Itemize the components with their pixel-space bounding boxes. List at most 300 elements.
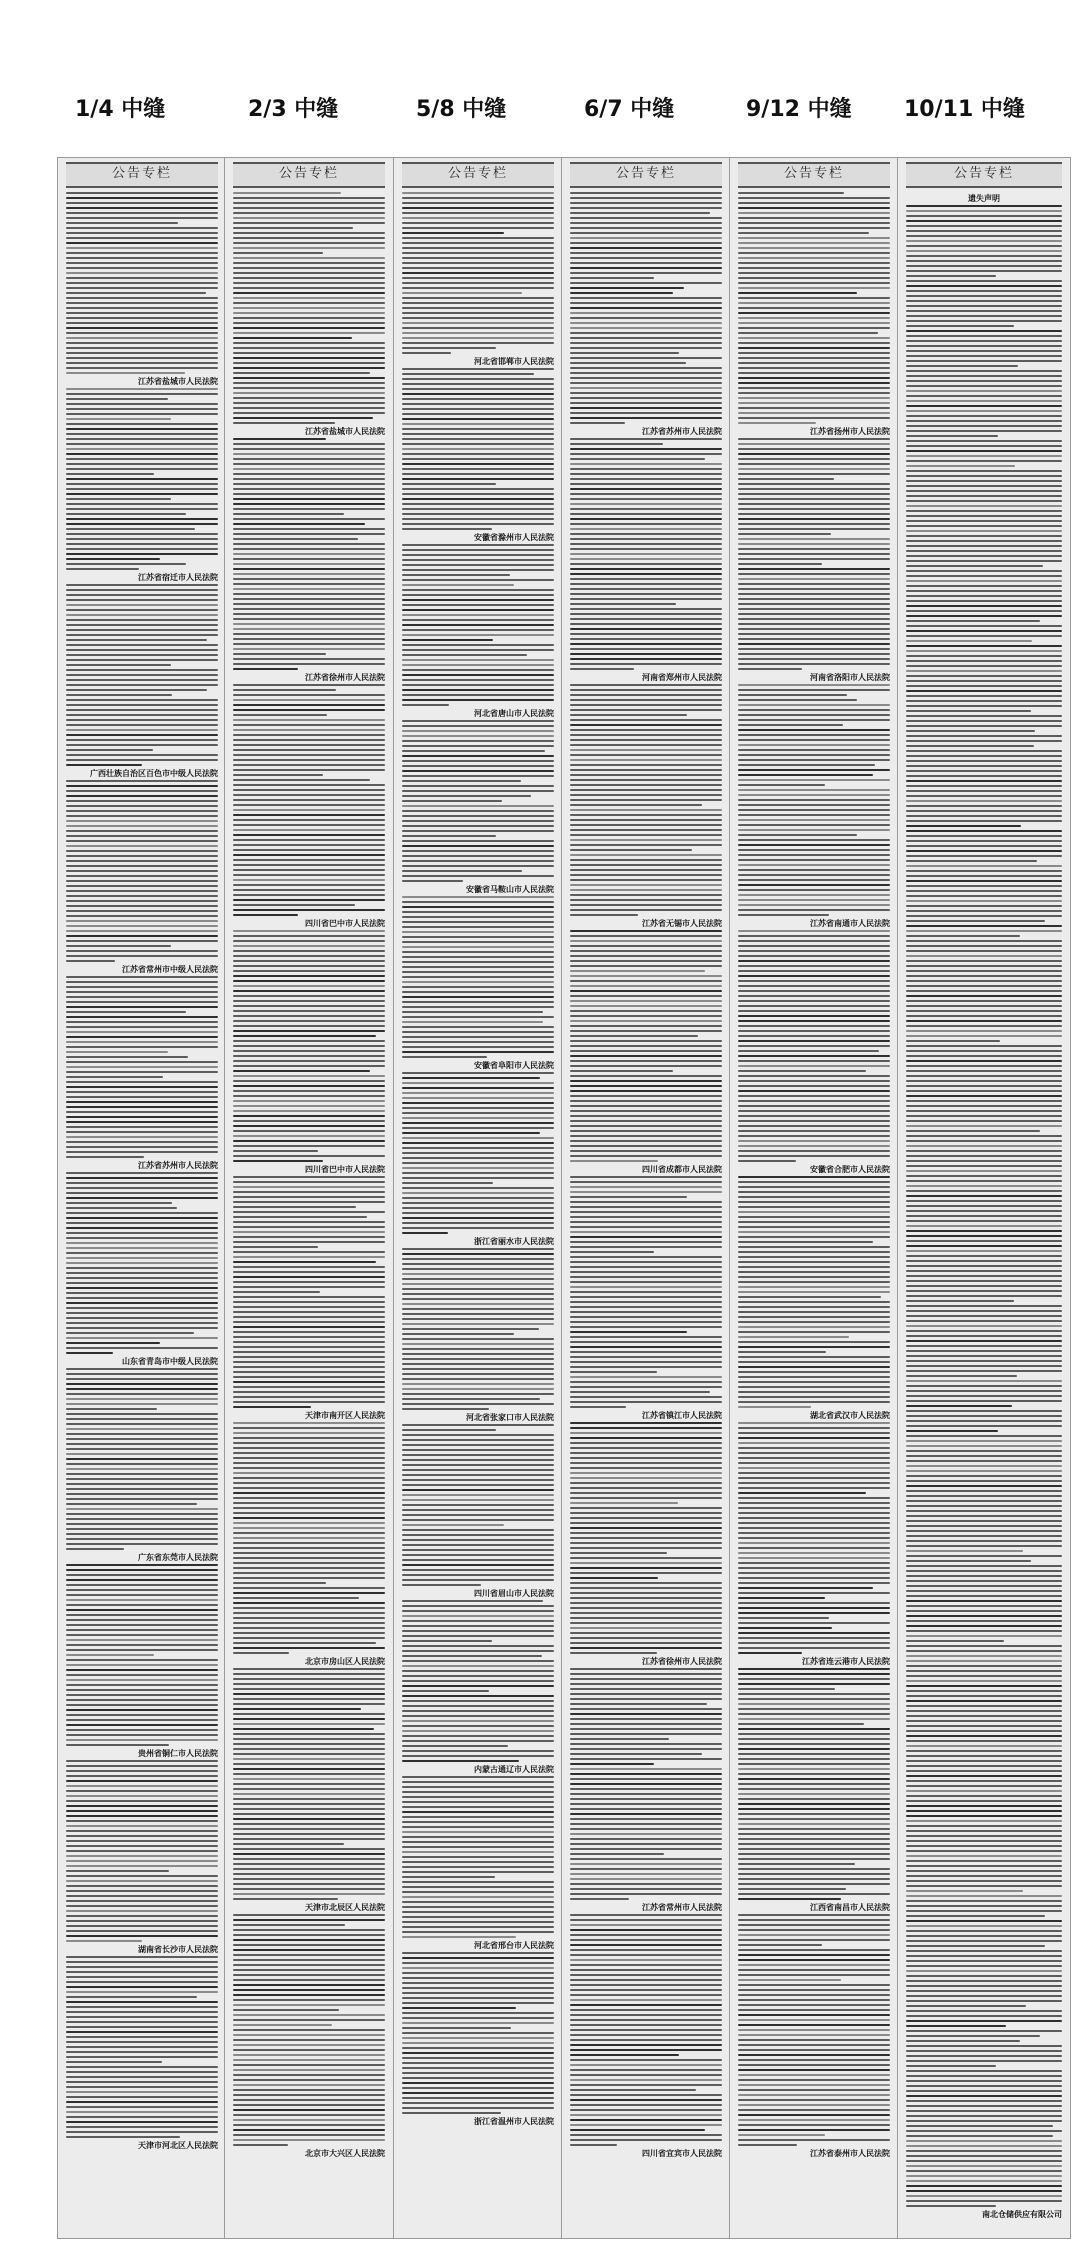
text-line [402, 302, 554, 304]
text-line [66, 1453, 218, 1455]
text-line [233, 1216, 367, 1218]
text-line [906, 615, 1062, 617]
text-line [738, 1818, 890, 1820]
text-line [233, 1211, 385, 1213]
text-line [402, 1881, 554, 1883]
text-line [570, 1878, 722, 1880]
text-line [402, 1157, 554, 1159]
text-line [906, 950, 1062, 952]
text-line [66, 1197, 218, 1199]
text-line [402, 1600, 543, 1602]
column-header: 公告专栏 [66, 162, 218, 188]
text-line [402, 594, 554, 596]
text-line [906, 835, 1062, 837]
text-line [402, 1615, 554, 1617]
text-line [906, 295, 1062, 297]
text-line [738, 468, 890, 470]
text-line [66, 508, 218, 510]
text-line [906, 1620, 1062, 1622]
text-line [570, 212, 710, 214]
text-line [570, 448, 722, 450]
text-line [66, 2066, 218, 2068]
court-signature: 河北省邯郸市人民法院 [474, 357, 554, 366]
text-line [906, 745, 1034, 747]
text-line [66, 237, 218, 239]
text-line [233, 478, 385, 480]
text-line [906, 875, 1062, 877]
text-line [570, 2019, 722, 2021]
text-line [738, 1577, 890, 1579]
text-line [402, 870, 522, 872]
text-line [906, 610, 1062, 612]
text-line [570, 357, 722, 359]
text-line [570, 1256, 722, 1258]
text-line [66, 1604, 218, 1606]
text-line [738, 197, 890, 199]
text-line [402, 805, 554, 807]
text-line [570, 1050, 722, 1052]
text-line [906, 1335, 1062, 1337]
text-line [738, 422, 816, 424]
text-line [570, 1858, 722, 1860]
text-line [233, 874, 385, 876]
text-line [402, 1434, 554, 1436]
text-line [906, 2035, 1040, 2037]
text-line [570, 1140, 722, 1142]
text-line [906, 1325, 1062, 1327]
text-line [570, 1105, 722, 1107]
text-line [233, 2129, 385, 2131]
text-line [738, 412, 890, 414]
text-line [66, 568, 139, 570]
text-line [402, 1298, 554, 1300]
text-line [906, 740, 1062, 742]
text-line [570, 709, 722, 711]
text-line [66, 609, 218, 611]
text-line [233, 834, 385, 836]
text-line [402, 292, 522, 294]
text-line [66, 865, 218, 867]
text-line [738, 267, 890, 269]
text-line [233, 844, 385, 846]
text-line [66, 1207, 177, 1209]
text-line [570, 302, 722, 304]
text-line [738, 317, 890, 319]
text-line [738, 207, 890, 209]
text-line [570, 548, 722, 550]
text-line [738, 1758, 890, 1760]
text-line [402, 1051, 554, 1053]
text-line [570, 1768, 722, 1770]
text-line [738, 1668, 890, 1670]
court-signature: 江苏省南通市人民法院 [810, 919, 890, 928]
text-line [906, 775, 1062, 777]
text-line [906, 635, 1062, 637]
text-line [402, 1026, 554, 1028]
text-line [402, 1630, 554, 1632]
text-line [402, 483, 496, 485]
text-line [233, 508, 385, 510]
text-line [233, 543, 385, 545]
text-line [738, 990, 890, 992]
text-line [738, 1888, 846, 1890]
text-line [233, 1361, 385, 1363]
text-line [738, 749, 890, 751]
text-line [738, 377, 890, 379]
text-line [570, 412, 722, 414]
text-line [906, 1955, 1062, 1957]
text-line [906, 1660, 1062, 1662]
text-line [906, 1205, 1062, 1207]
text-line [906, 320, 1062, 322]
text-line [570, 227, 722, 229]
court-signature: 浙江省温州市人民法院 [474, 2117, 554, 2126]
text-line [402, 2047, 554, 2049]
text-line [233, 2124, 385, 2126]
text-line [570, 533, 722, 535]
text-line [570, 1984, 722, 1986]
text-line [738, 804, 890, 806]
text-line [66, 1569, 218, 1571]
text-line [738, 1286, 890, 1288]
text-line [570, 714, 687, 716]
text-line [402, 689, 554, 691]
text-line [738, 1100, 890, 1102]
text-line [66, 1629, 218, 1631]
text-line [570, 2134, 722, 2136]
text-line [66, 247, 218, 249]
text-line [906, 1475, 1062, 1477]
text-line [66, 428, 218, 430]
text-line [66, 2011, 218, 2013]
text-line [738, 573, 890, 575]
text-line [906, 590, 1062, 592]
text-line [233, 1557, 385, 1559]
text-line [906, 1845, 1062, 1847]
text-line [233, 1582, 326, 1584]
text-line [738, 1532, 890, 1534]
text-line [570, 2139, 722, 2141]
text-line [402, 1147, 554, 1149]
text-line [233, 558, 385, 560]
text-line [570, 1055, 722, 1057]
text-line [66, 448, 218, 450]
text-line [906, 1360, 1062, 1362]
text-line [570, 1276, 722, 1278]
text-line [402, 1469, 554, 1471]
text-line [906, 360, 1062, 362]
text-line [233, 854, 385, 856]
text-line [233, 402, 385, 404]
text-line [738, 1080, 890, 1082]
text-line [402, 911, 554, 913]
text-line [738, 2084, 890, 2086]
text-line [906, 1345, 1062, 1347]
text-line [906, 1625, 1062, 1627]
text-line [66, 1287, 218, 1289]
text-line [738, 2004, 890, 2006]
text-line [66, 413, 218, 415]
text-line [906, 1850, 1062, 1852]
text-line [233, 975, 385, 977]
text-line [233, 382, 385, 384]
text-line [402, 1363, 554, 1365]
text-line [402, 1248, 554, 1250]
text-line [906, 755, 1062, 757]
text-line [402, 745, 554, 747]
text-line [402, 1353, 554, 1355]
text-line [906, 1785, 1062, 1787]
text-line [570, 1010, 722, 1012]
text-line [570, 859, 722, 861]
text-line [738, 568, 890, 570]
text-line [570, 909, 722, 911]
text-line [233, 1833, 385, 1835]
text-line [738, 724, 843, 726]
text-line [233, 1376, 385, 1378]
text-line [738, 192, 844, 194]
text-line [906, 2010, 1062, 2012]
text-line [906, 2025, 1006, 2027]
text-line [66, 1674, 218, 1676]
text-line [906, 640, 1032, 642]
text-line [738, 623, 890, 625]
text-line [66, 1192, 218, 1194]
text-line [402, 1177, 554, 1179]
text-line [402, 352, 451, 354]
text-line [738, 1351, 826, 1353]
text-line [906, 275, 996, 277]
text-line [233, 1381, 385, 1383]
text-line [570, 1567, 722, 1569]
text-line [233, 1823, 385, 1825]
text-line [402, 2067, 554, 2069]
text-line [402, 528, 492, 530]
text-line [906, 2105, 1062, 2107]
text-line [906, 1465, 1062, 1467]
text-line [906, 300, 1062, 302]
text-line [570, 699, 722, 701]
text-line [570, 1281, 722, 1283]
text-line [570, 1939, 722, 1941]
text-line [906, 290, 1062, 292]
text-line [906, 2090, 1062, 2092]
text-line [233, 668, 298, 670]
text-line [738, 995, 890, 997]
text-line [906, 1190, 1062, 1192]
text-line [906, 620, 1040, 622]
text-line [906, 1390, 1062, 1392]
text-line [906, 2000, 1062, 2002]
text-line [906, 625, 1062, 627]
text-line [738, 1898, 841, 1900]
text-line [906, 865, 1062, 867]
text-line [570, 734, 722, 736]
text-line [233, 1652, 289, 1654]
text-line [906, 225, 1062, 227]
text-line [66, 1870, 169, 1872]
text-line [906, 2175, 1062, 2177]
court-signature: 安徽省合肥市人民法院 [810, 1165, 890, 1174]
text-line [66, 312, 218, 314]
text-line [233, 1602, 385, 1604]
text-line [66, 1790, 218, 1792]
text-line [738, 1055, 890, 1057]
text-line [233, 694, 385, 696]
text-line [233, 192, 341, 194]
text-line [738, 593, 890, 595]
text-line [906, 565, 1043, 567]
text-line [570, 558, 722, 560]
text-line [906, 455, 1062, 457]
text-line [906, 765, 1062, 767]
text-line [738, 1502, 890, 1504]
text-line [66, 342, 218, 344]
text-line [66, 1528, 218, 1530]
text-line [738, 1477, 890, 1479]
text-line [233, 1964, 385, 1966]
text-line [66, 2021, 218, 2023]
text-line [66, 935, 218, 937]
text-line [906, 925, 1062, 927]
text-line [233, 407, 385, 409]
text-line [233, 1110, 385, 1112]
text-line [66, 1373, 218, 1375]
text-line [66, 639, 207, 641]
text-line [402, 850, 554, 852]
text-line [66, 1272, 218, 1274]
text-line [738, 1537, 890, 1539]
text-line [906, 570, 1062, 572]
text-line [233, 483, 385, 485]
text-line [570, 2014, 722, 2016]
text-line [233, 352, 385, 354]
text-line [570, 1241, 722, 1243]
text-line [738, 1678, 890, 1680]
text-line [233, 1070, 370, 1072]
text-line [66, 825, 218, 827]
text-line [738, 548, 890, 550]
text-line [570, 1868, 722, 1870]
text-line [402, 2097, 554, 2099]
text-line [402, 1313, 554, 1315]
text-line [738, 618, 890, 620]
text-line [66, 1443, 218, 1445]
text-line [233, 1773, 385, 1775]
text-line [906, 550, 1062, 552]
text-line [233, 1813, 385, 1815]
text-line [402, 1258, 554, 1260]
text-line [66, 2111, 218, 2113]
text-line [906, 370, 1062, 372]
text-line [233, 1105, 385, 1107]
text-line [402, 1142, 554, 1144]
text-line [233, 2074, 385, 2076]
text-line [906, 230, 1062, 232]
text-line [906, 220, 1062, 222]
text-line [402, 860, 554, 862]
text-line [402, 795, 531, 797]
text-line [233, 1005, 385, 1007]
text-line [233, 1085, 385, 1087]
text-line [570, 392, 722, 394]
text-line [570, 503, 722, 505]
text-line [233, 894, 385, 896]
column-text [402, 192, 554, 2232]
text-line [233, 1396, 385, 1398]
text-line [906, 1640, 1004, 1642]
text-line [570, 1401, 722, 1403]
text-line [570, 232, 722, 234]
text-line [66, 1875, 218, 1877]
text-line [233, 1346, 385, 1348]
text-line [402, 1137, 554, 1139]
text-line [570, 884, 722, 886]
text-line [66, 453, 218, 455]
text-line [233, 1030, 385, 1032]
text-line [906, 580, 1062, 582]
text-line [402, 1514, 554, 1516]
text-line [66, 880, 218, 882]
text-line [233, 884, 385, 886]
text-line [233, 1698, 385, 1700]
text-line [233, 784, 385, 786]
text-line [233, 1150, 318, 1152]
text-line [233, 930, 385, 932]
text-line [906, 820, 1062, 822]
text-line [233, 1788, 385, 1790]
text-line [906, 1220, 1062, 1222]
text-line [66, 468, 218, 470]
text-line [66, 1182, 218, 1184]
text-line [233, 342, 385, 344]
text-line [402, 332, 554, 334]
text-line [402, 1308, 554, 1310]
text-line [570, 1883, 722, 1885]
text-line [233, 1316, 385, 1318]
text-line [233, 734, 385, 736]
text-line [738, 1336, 849, 1338]
text-line [738, 1271, 890, 1273]
text-line [402, 574, 510, 576]
text-line [570, 950, 722, 952]
text-line [233, 322, 385, 324]
text-line [402, 1660, 554, 1662]
text-line [233, 337, 352, 339]
text-line [906, 1770, 1062, 1772]
text-line [402, 1574, 554, 1576]
text-line [906, 1585, 1062, 1587]
text-line [66, 785, 218, 787]
text-line [66, 282, 218, 284]
text-line [233, 749, 385, 751]
text-line [233, 1924, 345, 1926]
text-line [570, 1231, 722, 1233]
text-line [570, 2049, 722, 2051]
text-line [738, 1396, 890, 1398]
text-line [402, 694, 554, 696]
text-line [906, 645, 1062, 647]
text-line [570, 1642, 722, 1644]
text-line [570, 402, 722, 404]
text-line [402, 554, 554, 556]
text-line [570, 518, 722, 520]
text-line [738, 1883, 890, 1885]
text-line [402, 438, 554, 440]
text-line [570, 1150, 722, 1152]
text-line [570, 784, 722, 786]
column-label: 1/4 中缝 [75, 97, 166, 122]
